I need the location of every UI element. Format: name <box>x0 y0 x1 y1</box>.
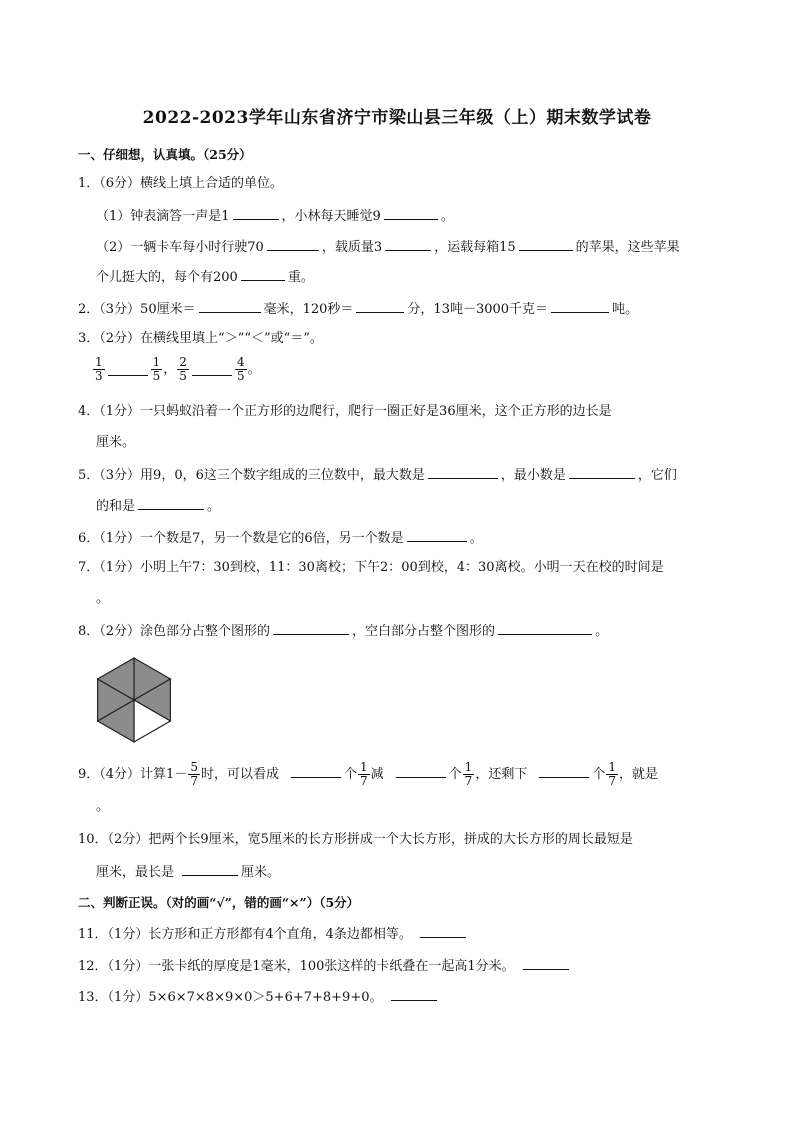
question-10-cont: 厘米，最长是 厘米。 <box>96 861 280 883</box>
question-4: 4．（1分）一只蚂蚁沿着一个正方形的边爬行，爬行一圈正好是36厘米，这个正方形的边长是 <box>78 404 612 419</box>
question-5-cont: 的和是 。 <box>96 495 220 517</box>
answer-blank[interactable] <box>519 236 573 251</box>
question-1-part-2: （2）一辆卡车每小时行驶70 ，载质量3 ，运载每箱15 的苹果，这些苹果 <box>96 236 680 258</box>
section-2-heading: 二、判断正误。（对的画“√”，错的画“×”）（5分） <box>78 895 360 910</box>
answer-blank[interactable] <box>420 923 466 938</box>
question-1-heading: 1．（6分）横线上填上合适的单位。 <box>78 176 284 191</box>
fraction: $\frac{1}{5}$ <box>152 355 161 383</box>
question-8: 8．（2分）涂色部分占整个图形的 ，空白部分占整个图形的 。 <box>78 620 608 642</box>
answer-blank[interactable] <box>199 298 261 313</box>
answer-blank[interactable] <box>498 620 592 635</box>
question-13: 13．（1分）5×6×7×8×9×0＞5+6+7+8+9+0。 <box>78 986 440 1008</box>
question-11: 11．（1分）长方形和正方形都有4个直角，4条边都相等。 <box>78 923 469 945</box>
answer-blank[interactable] <box>267 236 319 251</box>
question-1-part-2-cont: 个儿挺大的，每个有200 重。 <box>96 266 314 288</box>
answer-blank[interactable] <box>391 986 437 1001</box>
question-7-cont: 。 <box>96 591 110 606</box>
question-3-heading: 3．（2分）在横线里填上“＞”“＜”或“＝”。 <box>78 331 323 346</box>
answer-blank[interactable] <box>241 266 285 281</box>
fraction: $\frac{1}{3}$ <box>95 355 103 383</box>
answer-blank[interactable] <box>407 527 467 542</box>
page-title: 2022-2023学年山东省济宁市梁山县三年级（上）期末数学试卷 <box>142 108 652 128</box>
answer-blank[interactable] <box>182 861 238 876</box>
answer-blank[interactable] <box>396 763 446 778</box>
hexagon-svg <box>92 654 176 746</box>
question-12: 12．（1分）一张卡纸的厚度是1毫米，100张这样的卡纸叠在一起高1分米。 <box>78 955 572 977</box>
answer-blank[interactable] <box>428 464 498 479</box>
fraction: $\frac{1}{7}$ <box>608 760 616 788</box>
answer-blank[interactable] <box>384 205 438 220</box>
question-1-part-1: （1）钟表滴答一声是1 ，小林每天睡觉9 。 <box>96 205 454 227</box>
answer-blank[interactable] <box>138 495 204 510</box>
answer-blank[interactable] <box>539 763 589 778</box>
answer-blank[interactable] <box>233 205 279 220</box>
question-5: 5．（3分）用9，0，6这三个数字组成的三位数中，最大数是 ，最小数是 ，它们 <box>78 464 677 486</box>
question-7: 7．（1分）小明上午7：30到校，11：30离校；下午2：00到校，4：30离校。小明一天在校的时间是 <box>78 560 664 575</box>
answer-blank[interactable] <box>551 298 609 313</box>
question-4-cont: 厘米。 <box>96 435 136 450</box>
answer-blank[interactable] <box>523 955 569 970</box>
question-10: 10．（2分）把两个长9厘米，宽5厘米的长方形拼成一个大长方形，拼成的大长方形的周长最短是 <box>78 832 633 847</box>
answer-blank[interactable] <box>356 298 404 313</box>
fraction: $\frac{4}{5}$ <box>236 355 245 383</box>
fraction: $\frac{1}{7}$ <box>360 760 368 788</box>
answer-blank[interactable] <box>569 464 635 479</box>
question-9-cont: 。 <box>96 799 110 814</box>
section-1-heading: 一、仔细想，认真填。（25分） <box>78 147 252 162</box>
question-6: 6．（1分）一个数是7，另一个数是它的6倍，另一个数是 。 <box>78 527 483 549</box>
fraction: $\frac{2}{5}$ <box>179 355 187 383</box>
answer-blank[interactable] <box>273 620 349 635</box>
question-2: 2．（3分）50厘米＝ 毫米，120秒＝ 分，13吨－3000千克＝ 吨。 <box>78 298 638 320</box>
answer-blank[interactable] <box>192 363 232 376</box>
fraction: $\frac{1}{7}$ <box>464 760 473 788</box>
fraction: $\frac{5}{7}$ <box>190 760 198 788</box>
question-3-fractions: $\frac{1}{3}$ $\frac{1}{5}$ ， $\frac{2}{5}$ $\frac{4}{5}$ 。 <box>95 355 261 383</box>
answer-blank[interactable] <box>291 763 341 778</box>
hexagon-figure <box>92 654 176 746</box>
answer-blank[interactable] <box>385 236 431 251</box>
answer-blank[interactable] <box>108 363 148 376</box>
question-9: 9．（4分）计算1－ $\frac{5}{7}$ 时，可以看成 个 $\frac{1}{7}$ 减 个 $\frac{1}{7}$ ，还剩下 个 $\frac{1}{7}$ ，就是 <box>78 760 658 788</box>
